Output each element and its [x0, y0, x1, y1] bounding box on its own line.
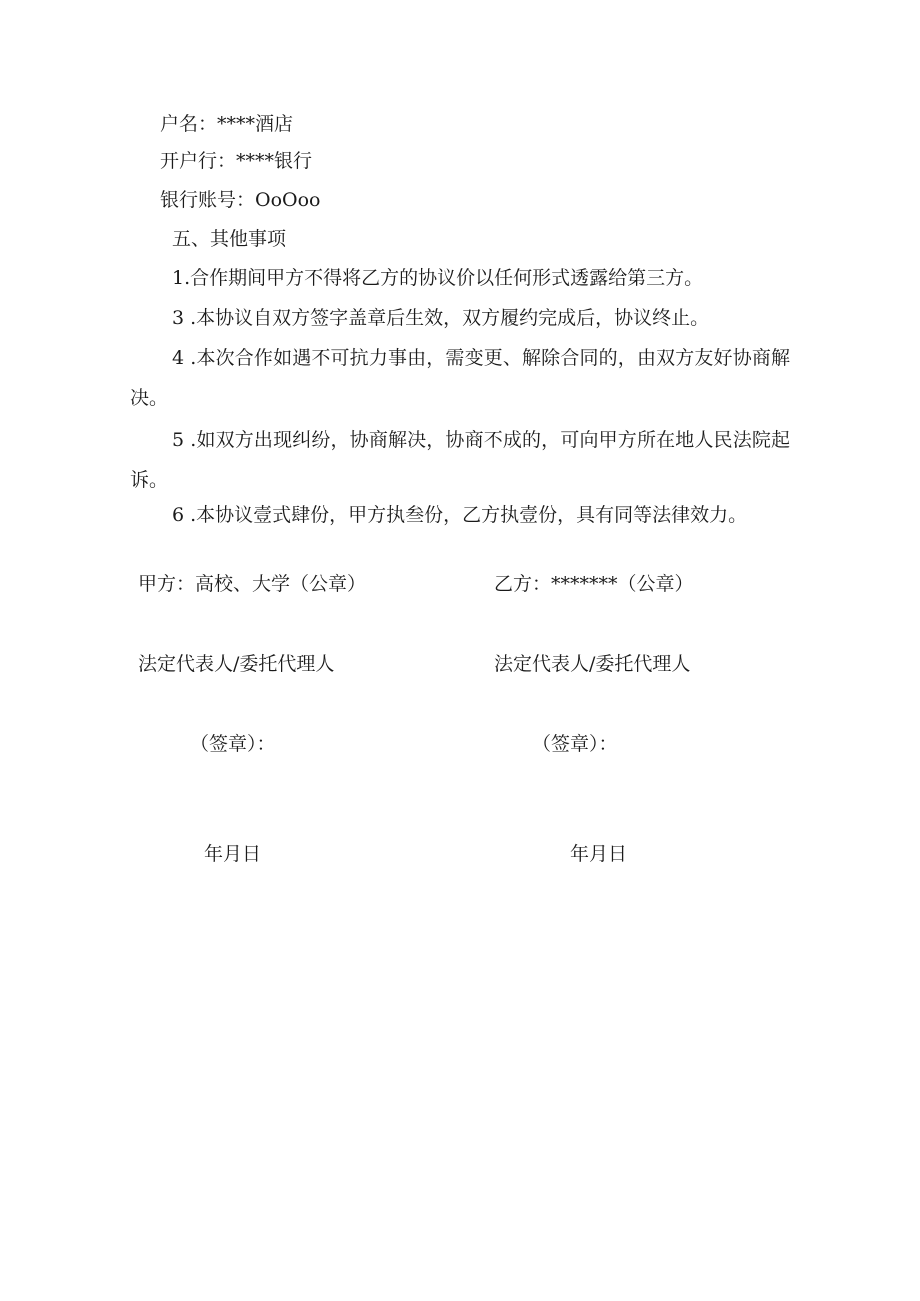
party-b-signature-label: （签章）： — [532, 733, 618, 755]
party-b-name: 乙方：*******（公章） — [494, 573, 694, 595]
account-number: 银行账号：OoOoo — [160, 189, 321, 211]
account-name: 户名：****酒店 — [160, 113, 294, 135]
clause-item: 4 .本次合作如遇不可抗力事由，需变更、解除合同的，由双方友好协商解决。 — [130, 347, 790, 409]
section-heading: 五、其他事项 — [172, 228, 287, 250]
account-bank: 开户行：****银行 — [160, 150, 313, 172]
party-b-date: 年月日 — [570, 843, 628, 865]
clause-item: 5 .如双方出现纠纷，协商解决，协商不成的，可向甲方所在地人民法院起诉。 — [130, 429, 790, 491]
clause-item: 3 .本协议自双方签字盖章后生效，双方履约完成后，协议终止。 — [172, 307, 710, 329]
party-a-date: 年月日 — [204, 843, 262, 865]
party-b-representative: 法定代表人/委托代理人 — [494, 653, 691, 675]
party-a-signature-label: （签章）： — [190, 733, 276, 755]
party-a-name: 甲方：高校、大学（公章） — [138, 573, 367, 595]
party-a-representative: 法定代表人/委托代理人 — [138, 653, 335, 675]
clause-item: 1.合作期间甲方不得将乙方的协议价以任何形式透露给第三方。 — [172, 267, 704, 289]
clause-item: 6 .本协议壹式肆份，甲方执叁份，乙方执壹份，具有同等法律效力。 — [172, 504, 748, 526]
